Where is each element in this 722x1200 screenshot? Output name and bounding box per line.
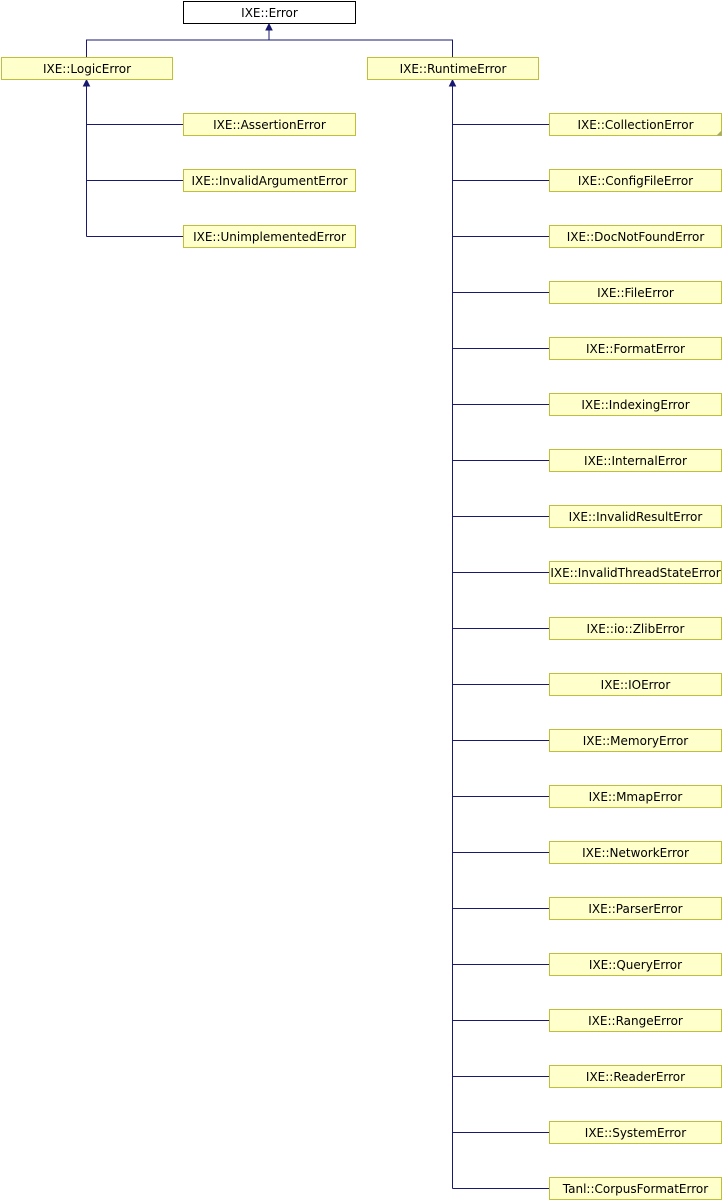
node-label: IXE::QueryError xyxy=(588,958,683,972)
node-config-file[interactable] xyxy=(550,170,722,192)
node-invalid-thread-state[interactable] xyxy=(550,562,722,584)
node-parser[interactable] xyxy=(550,898,722,920)
node-label: Tanl::CorpusFormatError xyxy=(562,1182,709,1196)
node-range[interactable] xyxy=(550,1010,722,1032)
node-io-zlib[interactable] xyxy=(550,618,722,640)
node-label: IXE::IndexingError xyxy=(581,398,690,412)
node-label: IXE::Error xyxy=(241,6,298,20)
edges-layer xyxy=(84,24,550,1189)
node-reader[interactable] xyxy=(550,1066,722,1088)
node-query[interactable] xyxy=(550,954,722,976)
node-label: IXE::ParserError xyxy=(588,902,683,916)
node-format[interactable] xyxy=(550,338,722,360)
node-label: IXE::UnimplementedError xyxy=(193,230,346,244)
node-label: IXE::InvalidThreadStateError xyxy=(550,566,721,580)
nodes-layer xyxy=(2,2,722,1200)
node-label: IXE::ReaderError xyxy=(585,1070,686,1084)
node-label: IXE::RuntimeError xyxy=(399,62,507,76)
node-label: IXE::MemoryError xyxy=(582,734,689,748)
node-label: IXE::FileError xyxy=(597,286,674,300)
node-doc-not-found[interactable] xyxy=(550,226,722,248)
edge-to-logic xyxy=(87,40,270,57)
node-label: IXE::InvalidResultError xyxy=(568,510,703,524)
node-invalid-argument[interactable] xyxy=(184,170,356,192)
node-label: IXE::DocNotFoundError xyxy=(566,230,705,244)
node-label: IXE::IOError xyxy=(600,678,671,692)
node-assertion[interactable] xyxy=(184,114,356,136)
node-file[interactable] xyxy=(550,282,722,304)
node-label: IXE::NetworkError xyxy=(582,846,689,860)
edge-to-runtime xyxy=(269,40,453,57)
node-system[interactable] xyxy=(550,1122,722,1144)
node-tanl-corpus-format[interactable] xyxy=(550,1178,722,1200)
node-invalid-result[interactable] xyxy=(550,506,722,528)
node-label: IXE::MmapError xyxy=(588,790,683,804)
node-label: IXE::FormatError xyxy=(586,342,685,356)
arrowhead-icon xyxy=(266,24,272,30)
node-label: IXE::ConfigFileError xyxy=(577,174,694,188)
node-label: IXE::SystemError xyxy=(584,1126,687,1140)
node-label: IXE::AssertionError xyxy=(213,118,326,132)
arrowhead-icon xyxy=(84,80,90,86)
node-mmap[interactable] xyxy=(550,786,722,808)
node-error[interactable] xyxy=(184,2,356,24)
node-ioerror[interactable] xyxy=(550,674,722,696)
node-unimplemented[interactable] xyxy=(184,226,356,248)
node-label: IXE::io::ZlibError xyxy=(586,622,685,636)
node-indexing[interactable] xyxy=(550,394,722,416)
node-label: IXE::RangeError xyxy=(588,1014,683,1028)
node-network[interactable] xyxy=(550,842,722,864)
node-internal[interactable] xyxy=(550,450,722,472)
arrowhead-icon xyxy=(450,80,456,86)
node-label: IXE::InternalError xyxy=(584,454,687,468)
node-logic[interactable] xyxy=(2,58,173,80)
node-label: IXE::CollectionError xyxy=(577,118,694,132)
node-collection[interactable] xyxy=(550,114,722,136)
node-runtime[interactable] xyxy=(368,58,539,80)
node-label: IXE::LogicError xyxy=(42,62,132,76)
node-label: IXE::InvalidArgumentError xyxy=(191,174,348,188)
node-memory[interactable] xyxy=(550,730,722,752)
